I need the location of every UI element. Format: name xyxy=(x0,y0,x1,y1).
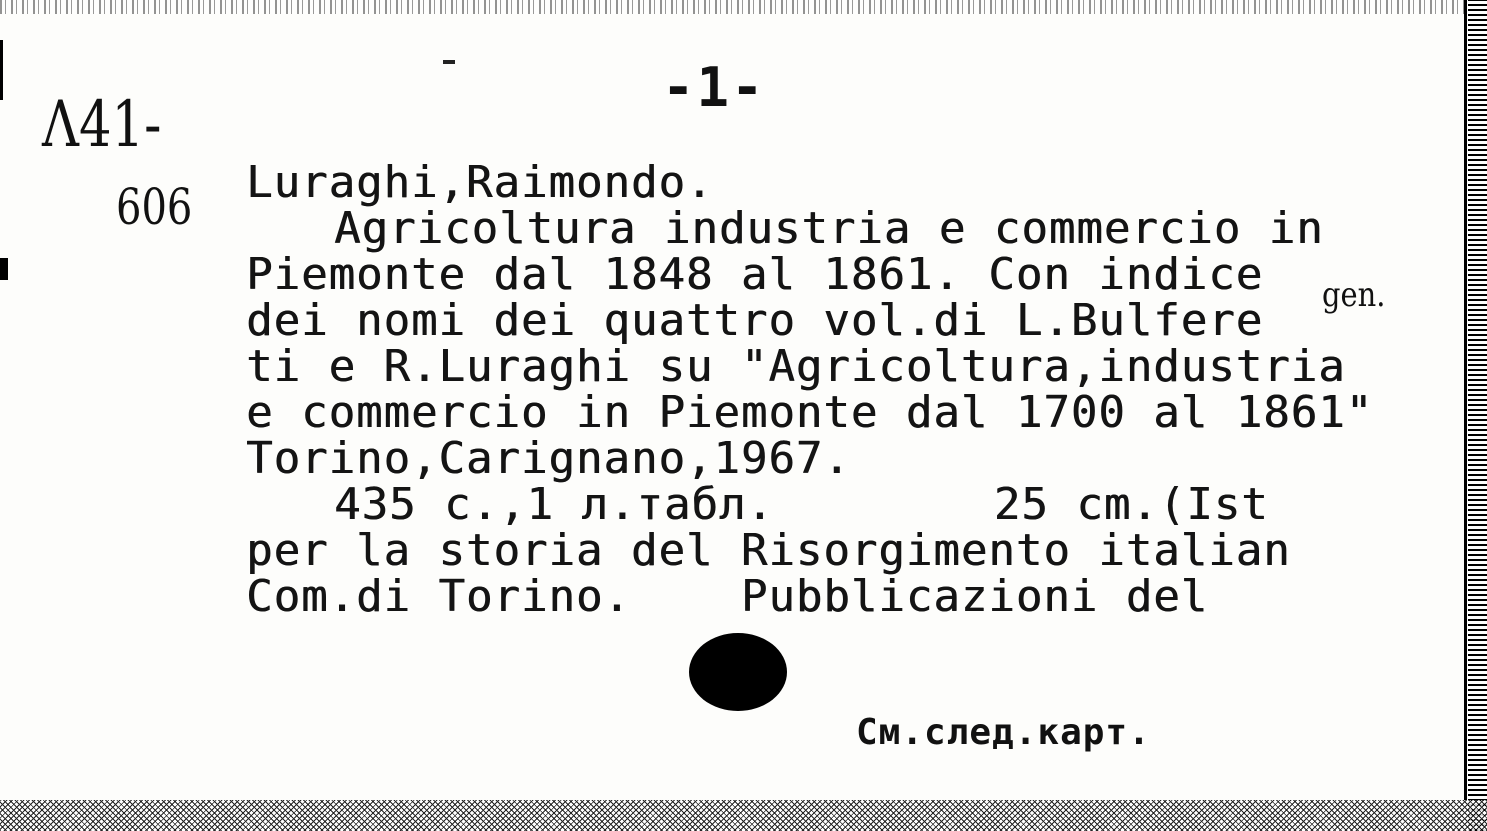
author-line: Luraghi,Raimondo. xyxy=(246,157,714,208)
typed-entry xyxy=(246,157,1374,622)
top-scan-noise xyxy=(0,0,1487,14)
left-scan-mark xyxy=(0,40,12,100)
call-number-line-2: 606 xyxy=(116,178,193,236)
title-line-3: dei nomi dei quattro vol.di L.Bulfere xyxy=(246,295,1264,346)
right-scan-edge xyxy=(1468,0,1487,831)
bottom-scan-noise xyxy=(0,800,1487,831)
punch-hole xyxy=(689,633,787,711)
top-dash-mark xyxy=(443,60,455,64)
page-number: -1- xyxy=(662,56,766,119)
call-number-line-1: Λ41- xyxy=(42,88,162,162)
title-line-5: e commercio in Piemonte dal 1700 al 1861" xyxy=(246,387,1374,438)
right-border-line xyxy=(1464,0,1467,800)
collation-line: 435 c.,1 л.табл. 25 cm.(Ist xyxy=(334,479,1269,530)
left-tick-mark xyxy=(0,258,8,280)
title-line-1: Agricoltura industria e commercio in xyxy=(334,203,1324,254)
series-line-1: per la storia del Risorgimento italian xyxy=(246,525,1291,576)
title-line-2: Piemonte dal 1848 al 1861. Con indice xyxy=(246,249,1264,300)
continuation-note: См.след.карт. xyxy=(856,712,1151,753)
title-line-4: ti e R.Luraghi su "Agricoltura,industria xyxy=(246,341,1346,392)
series-line-2: Com.di Torino. Pubblicazioni del xyxy=(246,571,1209,622)
handwritten-note: gen. xyxy=(1322,275,1386,315)
imprint-line: Torino,Carignano,1967. xyxy=(246,433,851,484)
